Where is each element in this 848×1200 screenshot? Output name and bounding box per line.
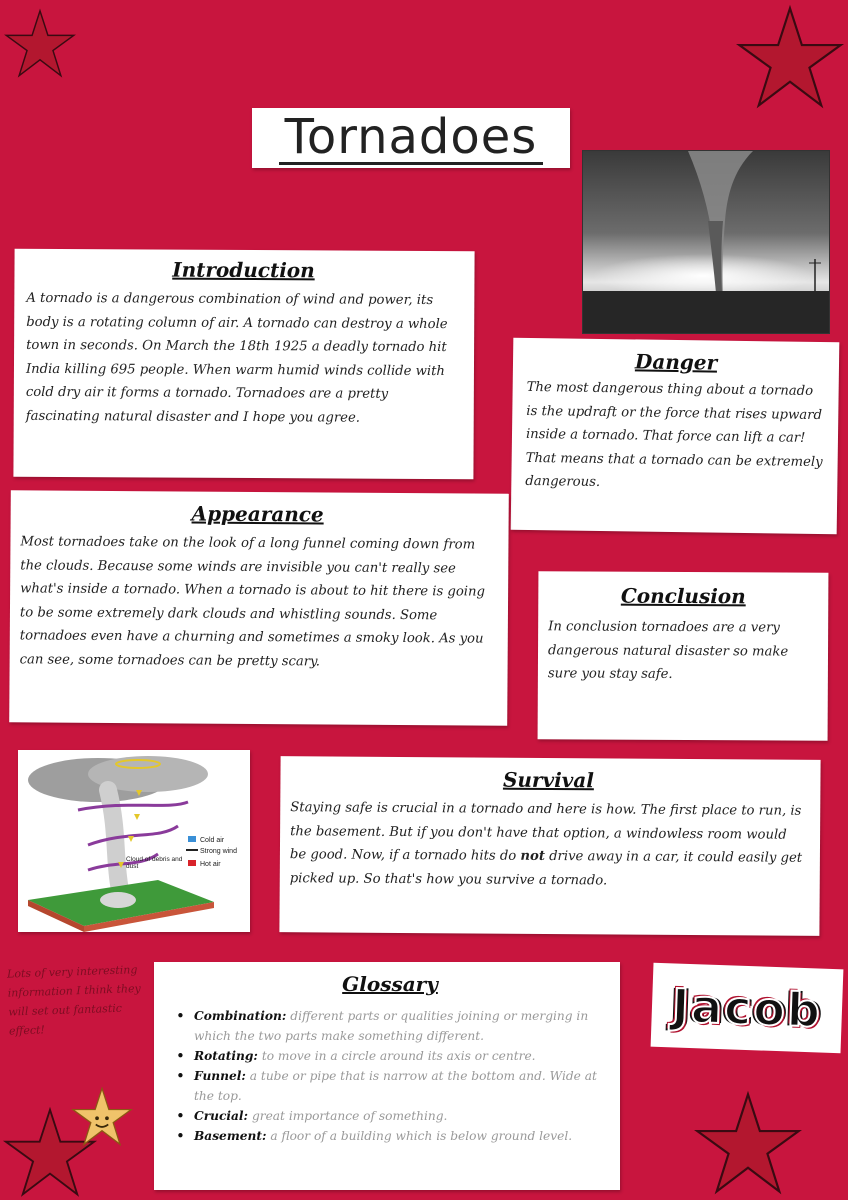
- appearance-heading: Appearance: [191, 501, 324, 527]
- star-icon: [736, 4, 844, 112]
- appearance-card: [9, 490, 509, 725]
- survival-heading: Survival: [502, 767, 594, 793]
- glossary-definition: great importance of something.: [251, 1109, 448, 1123]
- appearance-text: Most tornadoes take on the look of a long funnel coming down from the clouds. Because some winds are invisible you can't really see what's inside a tornado. When a tornado is about to hit there is going to be some extremely dark clouds and whistling sounds. Some tornadoes even have a churning and sometimes a smoky look. As you can see, some tornadoes can be pretty scary.: [19, 534, 486, 669]
- danger-heading: Danger: [634, 349, 718, 375]
- danger-card: [511, 338, 840, 535]
- survival-text: [290, 796, 807, 894]
- page-title: Tornadoes: [279, 112, 544, 165]
- survival-text-part: Staying safe is crucial in a tornado and here is how. The first place to run, is the basement. But if you don't have that option, a windowless room would be good. Now, if a tornado hits do: [289, 800, 802, 864]
- glossary-term: Crucial:: [194, 1109, 249, 1123]
- introduction-heading: Introduction: [172, 257, 315, 283]
- danger-text: The most dangerous thing about a tornado is the updraft or the force that rises upward inside a tornado. That force can lift a car! That means that a tornado can be extremely dangerous.: [525, 379, 823, 490]
- glossary-term: Combination:: [194, 1009, 287, 1023]
- tornado-diagram: [18, 750, 250, 932]
- author-name: Jacob: [671, 978, 823, 1038]
- glossary-list: [176, 1006, 604, 1146]
- glossary-heading: Glossary: [342, 972, 438, 996]
- survival-emphasis: not: [520, 848, 545, 864]
- diagram-cloud-label: Cloud of debris and dust: [126, 856, 183, 870]
- conclusion-text: In conclusion tornadoes are a very dangerous natural disaster so make sure you stay safe.: [547, 619, 789, 682]
- glossary-definition: a floor of a building which is below ground level.: [270, 1129, 573, 1143]
- diagram-legend-wind: Strong wind: [200, 848, 237, 855]
- glossary-item: [176, 1066, 604, 1106]
- glossary-item: [176, 1106, 604, 1126]
- tornado-photo: [582, 150, 830, 334]
- glossary-card: [154, 962, 620, 1190]
- diagram-legend-hot: Hot air: [200, 861, 221, 868]
- glossary-item: [176, 1046, 604, 1066]
- star-icon: [4, 8, 76, 80]
- star-icon: [694, 1090, 802, 1198]
- introduction-text: A tornado is a dangerous combination of wind and power, its body is a rotating column of air. A tornado can destroy a whole town in seconds. On March the 18th 1925 a deadly tornado hit India killing 695 people. When warm humid winds collide with cold dry air it forms a tornado. Tornadoes are a pretty fascinating natural disaster and I hope you agree.: [25, 290, 448, 426]
- glossary-term: Rotating:: [194, 1049, 258, 1063]
- conclusion-card: [538, 571, 829, 741]
- title-card: [252, 108, 570, 168]
- glossary-term: Basement:: [194, 1129, 267, 1143]
- conclusion-heading: Conclusion: [620, 583, 746, 609]
- author-name-tag: [651, 963, 844, 1054]
- glossary-term: Funnel:: [194, 1069, 246, 1083]
- margin-note: Lots of very interesting information I think they will set out fantastic effect!: [6, 963, 141, 1038]
- survival-text-part: drive away in a car, it could easily get picked up. So that's how you survive a tornado.: [289, 848, 803, 888]
- glossary-item: [176, 1006, 604, 1046]
- glossary-item: [176, 1126, 604, 1146]
- glossary-definition: different parts or qualities joining or merging in which the two parts make something different.: [194, 1009, 589, 1043]
- glossary-definition: a tube or pipe that is narrow at the bottom and. Wide at the top.: [194, 1069, 597, 1103]
- introduction-card: [13, 249, 474, 479]
- smiley-star-icon: [70, 1086, 134, 1148]
- glossary-definition: to move in a circle around its axis or centre.: [261, 1049, 536, 1063]
- diagram-legend-cold: Cold air: [200, 837, 225, 844]
- survival-card: [279, 756, 820, 936]
